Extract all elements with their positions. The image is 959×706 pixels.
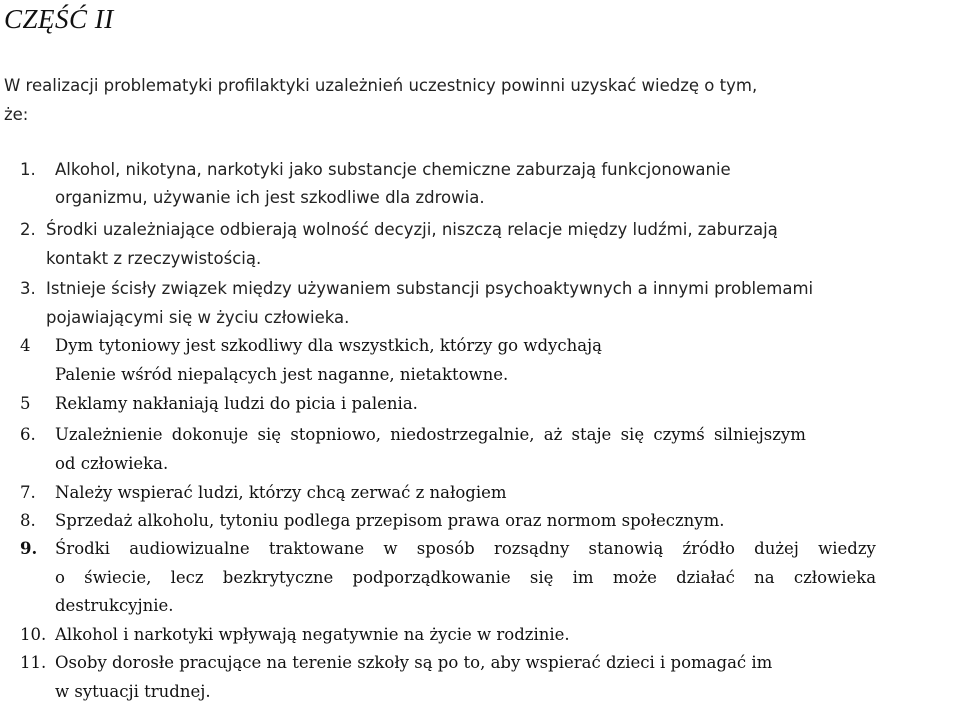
list-item-2-line-1: Środki uzależniające odbierają wolność decyzji, niszczą relacje między ludźmi, zaburzają [46,220,778,239]
list-item-10 [20,624,46,646]
list-item-9 [20,538,37,560]
item-number: 10. [20,625,47,644]
page-title: CZĘŚĆ II [4,4,114,34]
list-item-11-line-2: w sytuacji trudnej. [55,682,211,701]
list-item-4 [20,335,31,357]
list-item-2 [20,219,36,241]
list-item-1-line-1: Alkohol, nikotyna, narkotyki jako substancje chemiczne zaburzają funkcjonowanie [55,160,731,179]
intro-line-2: że: [4,105,29,124]
item-number: 1. [20,160,36,179]
item-number: 6. [20,425,36,444]
item-number: 7. [20,483,36,502]
item-number: 8. [20,511,36,530]
list-item-9-line-1: Środki audiowizualne traktowane w sposób rozsądny stanowią źródło dużej wiedzy [55,539,876,558]
list-item-11-line-1: Osoby dorosłe pracujące na terenie szkoły są po to, aby wspierać dzieci i pomagać im [55,653,773,672]
list-item-4-line-2: Palenie wśród niepalących jest naganne, nietaktowne. [55,365,509,384]
list-item-8 [20,510,36,532]
list-item-3-line-1: Istnieje ścisły związek między używaniem substancji psychoaktywnych a innymi problemami [46,279,814,298]
list-item-7-line-1: Należy wspierać ludzi, którzy chcą zerwać z nałogiem [55,483,507,502]
list-item-6 [20,424,36,446]
list-item-8-line-1: Sprzedaż alkoholu, tytoniu podlega przepisom prawa oraz normom społecznym. [55,511,725,530]
item-number: 5 [20,394,31,413]
list-item-5-line-1: Reklamy nakłaniają ludzi do picia i palenia. [55,394,418,413]
list-item-2-line-2: kontakt z rzeczywistością. [46,249,262,268]
item-number: 2. [20,220,36,239]
list-item-6-line-2: od człowieka. [55,454,169,473]
list-item-4-line-1: Dym tytoniowy jest szkodliwy dla wszystkich, którzy go wdychają [55,336,602,355]
item-number: 11. [20,653,47,672]
list-item-1 [20,159,36,181]
item-number: 9. [20,539,38,558]
list-item-3-line-2: pojawiającymi się w życiu człowieka. [46,308,350,327]
list-item-11 [20,652,46,674]
list-item-9-line-2: o świecie, lecz bezkrytyczne podporządkowanie się im może działać na człowieka [55,568,877,587]
list-item-7 [20,482,36,504]
list-item-5 [20,393,31,415]
item-number: 3. [20,279,36,298]
list-item-3 [20,278,36,300]
list-item-10-line-1: Alkohol i narkotyki wpływają negatywnie na życie w rodzinie. [55,625,570,644]
list-item-9-line-3: destrukcyjnie. [55,596,174,615]
item-number: 4 [20,336,31,355]
list-item-1-line-2: organizmu, używanie ich jest szkodliwe dla zdrowia. [55,188,485,207]
intro-line-1: W realizacji problematyki profilaktyki uzależnień uczestnicy powinni uzyskać wiedzę o tym, [4,76,758,95]
list-item-6-line-1: Uzależnienie dokonuje się stopniowo, niedostrzegalnie, aż staje się czymś silniejszym [55,425,806,444]
